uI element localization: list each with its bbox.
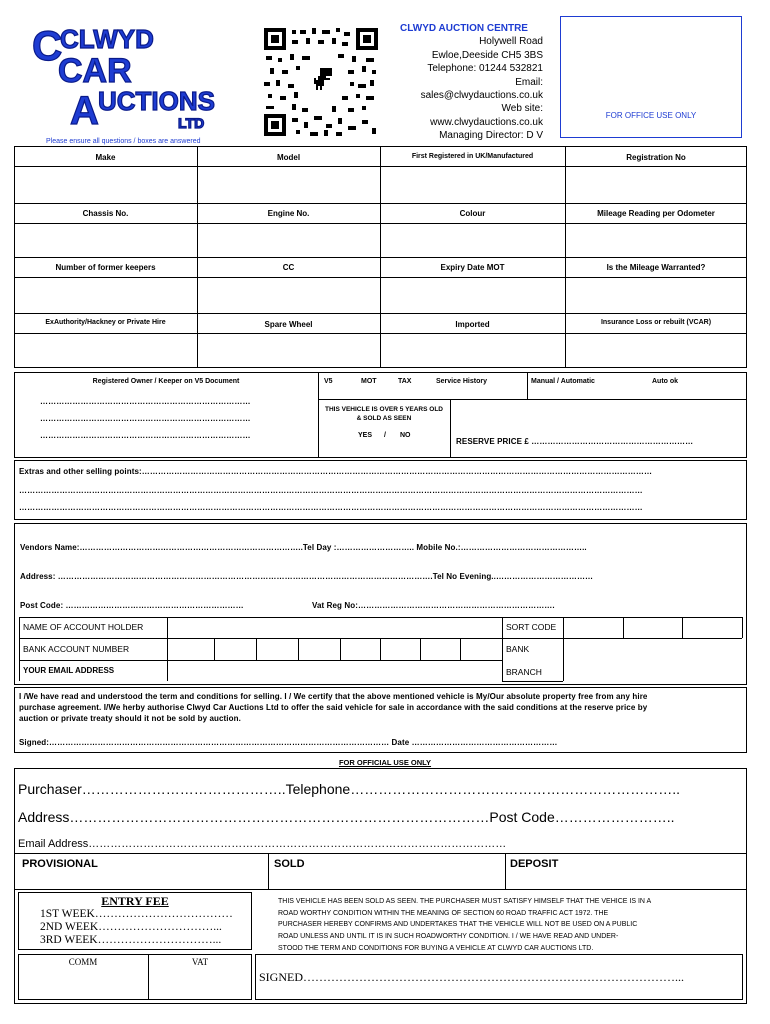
company-contact xyxy=(385,22,543,143)
label-mileage-warranted: Is the Mileage Warranted? xyxy=(606,263,706,272)
office-use-box[interactable] xyxy=(560,16,742,138)
deposit-label[interactable]: DEPOSIT xyxy=(510,858,559,870)
declaration-text-1: I /We have read and understood the term and conditions for selling. I / We certify that the above mentioned vehicle is My/Our absolute property free from any hire xyxy=(19,692,648,701)
auto-ok-label[interactable]: Auto ok xyxy=(652,378,679,385)
vat-label: VAT xyxy=(191,957,209,967)
web: www.clwydauctions.co.uk xyxy=(430,116,543,128)
label-insurance-loss: Insurance Loss or rebuilt (VCAR) xyxy=(600,319,712,326)
office-use-label: FOR OFFICE USE ONLY xyxy=(605,111,697,120)
vat-reg-line[interactable]: Vat Reg No:………………………………………………………………. xyxy=(312,601,555,610)
account-holder-label: NAME OF ACCOUNT HOLDER xyxy=(23,622,144,632)
web-label: Web site: xyxy=(501,103,543,115)
doc-service-history[interactable]: Service History xyxy=(436,378,487,385)
label-imported: Imported xyxy=(455,320,490,329)
extras-line-2[interactable]: …………………………………………………………………………………………………………………………………………………………………………………………………………… xyxy=(19,486,643,495)
purchaser-address-line[interactable]: Address………………………………………………………………………………Post Code…………………….. xyxy=(18,809,675,825)
sold-label[interactable]: SOLD xyxy=(274,858,305,870)
signature-date-line[interactable]: Signed:……………………………………………………………………………………………………………… Date ……………………………………………… xyxy=(19,738,558,747)
label-mileage: Mileage Reading per Odometer xyxy=(597,209,715,218)
bank-label: BANK xyxy=(506,644,530,654)
doc-tax[interactable]: TAX xyxy=(398,378,412,385)
terms-line-3: PURCHASER HEREBY CONFIRMS AND UNDERTAKES THAT THE VEHICLE WILL NOT BE USED ON A PUBLIC xyxy=(278,921,638,929)
week-1-line[interactable]: 1ST WEEK……………………………… xyxy=(40,908,233,920)
label-keepers: Number of former keepers xyxy=(55,263,156,272)
form-notice: Please ensure all questions / boxes are answered xyxy=(46,138,201,145)
entry-fee-title: ENTRY FEE xyxy=(101,894,169,908)
company-name: CLWYD AUCTION CENTRE xyxy=(400,23,528,34)
terms-line-5: STOOD THE TERM AND CONDITIONS FOR BUYING A VEHICLE AT CLWYD CAR AUCTIONS LTD. xyxy=(278,944,594,952)
account-number-label: BANK ACCOUNT NUMBER xyxy=(23,644,130,654)
purchaser-email-line[interactable]: Email Address…………………………………………………………………………………………………… xyxy=(18,838,507,850)
qr-code xyxy=(262,26,380,138)
over-5-years-note: THIS VEHICLE IS OVER 5 YEARS OLD & SOLD AS SEEN xyxy=(325,406,443,422)
address-line-2: Ewloe,Deeside CH5 3BS xyxy=(431,49,543,61)
logo-text-3: UCTIONS xyxy=(98,86,215,116)
label-model: Model xyxy=(276,153,301,162)
label-mot-expiry: Expiry Date MOT xyxy=(440,263,505,272)
logo-a: A xyxy=(70,89,99,133)
yes-no-separator: / xyxy=(384,432,386,439)
vendor-address-line[interactable]: Address: ………………………………………………………………………………………………………………………….Tel No Evening..……………………………… xyxy=(20,572,594,581)
purchaser-line[interactable]: Purchaser……………………………………..Telephone…………………………………………………………….. xyxy=(18,781,680,797)
director: Managing Director: D V xyxy=(439,130,543,142)
terms-line-1: THIS VEHICLE HAS BEEN SOLD AS SEEN. THE PURCHASER MUST SATISFY HIMSELF THAT THE VEHICE IS IN A xyxy=(278,898,652,905)
official-use-title: FOR OFFICIAL USE ONLY xyxy=(338,758,432,767)
yes-option[interactable]: YES xyxy=(358,432,373,439)
email: sales@clwydauctions.co.uk xyxy=(420,90,543,102)
email-label: Email: xyxy=(515,76,543,88)
extras-line-1[interactable]: Extras and other selling points:……………………………………………………………………………………………………………………………………………………………………… xyxy=(19,467,653,476)
owner-line-2[interactable]: …………………………………………………………………… xyxy=(40,414,251,423)
vendor-name-line[interactable]: Vendors Name:………………………………………………………………………..Tel Day :……………………….. Mobile No.:……………………………………….. xyxy=(20,543,587,552)
gearbox-label[interactable]: Manual / Automatic xyxy=(531,378,595,385)
logo-c1: C xyxy=(32,24,63,69)
terms-line-4: ROAD UNLESS AND UNTIL IT IS IN SUCH ROADWORTHY CONDITION. I / WE HAVE READ AND UNDER- xyxy=(278,933,619,941)
logo-text-2: CAR xyxy=(58,52,132,90)
terms-line-2: ROAD WORTHY CONDITION WITHIN THE MEANING OF SECTION 60 ROAD TRAFFIC ACT 1972. THE xyxy=(278,909,609,917)
company-logo xyxy=(30,24,250,134)
label-cc: CC xyxy=(282,263,295,272)
label-registration: Registration No xyxy=(626,153,686,162)
sort-code-label: SORT CODE xyxy=(506,622,557,632)
label-hackney: ExAuthority/Hackney or Private Hire xyxy=(45,319,166,326)
no-option[interactable]: NO xyxy=(400,432,411,439)
label-engine: Engine No. xyxy=(267,209,310,218)
logo-text-4: LTD xyxy=(178,115,205,131)
logo-text-1: CLWYD xyxy=(60,24,154,54)
label-colour: Colour xyxy=(459,209,486,218)
reserve-price-field[interactable]: RESERVE PRICE £ …………………………………………………… xyxy=(456,437,694,446)
week-2-line[interactable]: 2ND WEEK…………………………... xyxy=(40,921,222,933)
declaration-text-2: purchase agreement. I/We herby authorise Clwyd Car Auctions Ltd to offer the said vehicle for sale in accordance with the said conditions at the reserve price by xyxy=(19,703,648,712)
label-spare-wheel: Spare Wheel xyxy=(264,320,313,329)
address-line-1: Holywell Road xyxy=(479,36,543,48)
doc-mot[interactable]: MOT xyxy=(361,378,377,385)
purchase-terms xyxy=(278,896,651,955)
comm-label: COMM xyxy=(68,957,98,967)
doc-v5[interactable]: V5 xyxy=(324,378,333,385)
label-make: Make xyxy=(95,153,116,162)
extras-line-3[interactable]: …………………………………………………………………………………………………………………………………………………………………………………………………………… xyxy=(19,503,643,512)
owner-label: Registered Owner / Keeper on V5 Document xyxy=(92,378,240,385)
provisional-label[interactable]: PROVISIONAL xyxy=(22,858,98,870)
vendor-postcode[interactable]: Post Code: ………………………………………………………… xyxy=(20,601,244,610)
declaration-text-3: auction or private treaty should it not be sold by auction. xyxy=(19,714,241,723)
owner-line-3[interactable]: …………………………………………………………………… xyxy=(40,431,251,440)
label-chassis: Chassis No. xyxy=(82,209,129,218)
owner-line-1[interactable]: …………………………………………………………………… xyxy=(40,397,251,406)
purchaser-signature-line[interactable]: SIGNED…………………………………………………………………………………... xyxy=(259,970,684,984)
branch-label: BRANCH xyxy=(506,667,542,677)
label-first-registered: First Registered in UK/Manufactured xyxy=(411,153,534,160)
your-email-label: YOUR EMAIL ADDRESS xyxy=(23,666,115,675)
phone: Telephone: 01244 532821 xyxy=(427,63,543,75)
week-3-line[interactable]: 3RD WEEK…………………………... xyxy=(40,934,222,946)
